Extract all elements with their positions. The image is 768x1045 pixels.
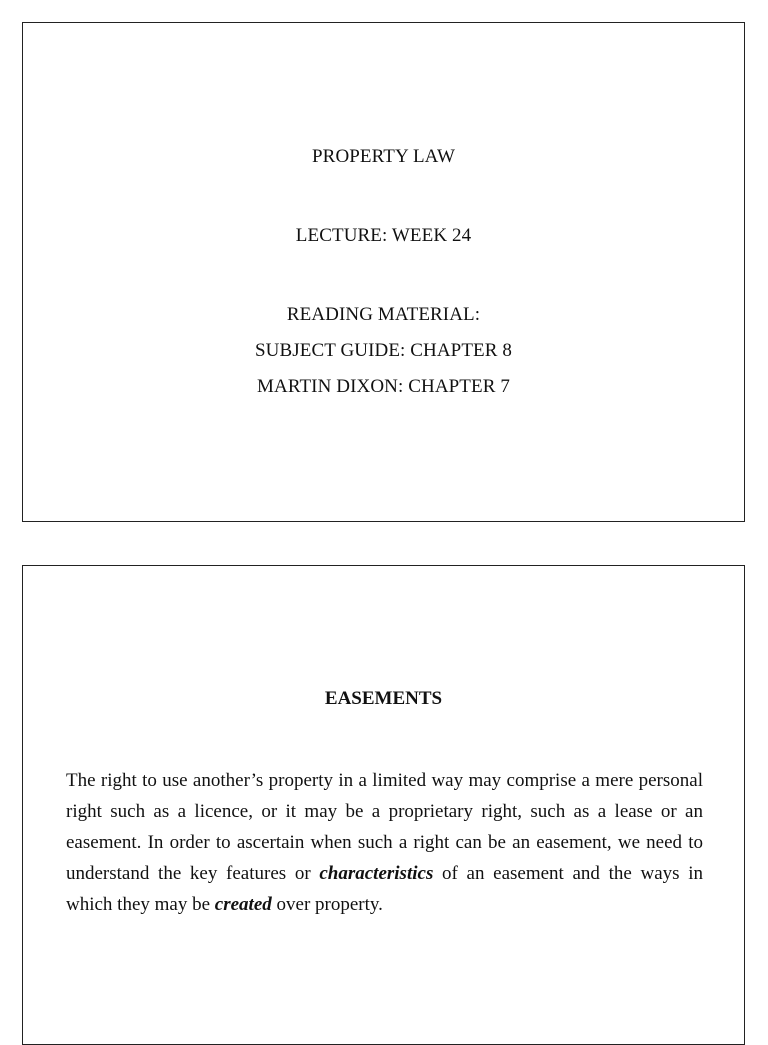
slide-title <box>22 22 745 522</box>
lecture-week: LECTURE: WEEK 24 <box>295 225 472 246</box>
section-heading: EASEMENTS <box>324 688 443 709</box>
paragraph-text-3: over property. <box>271 894 383 915</box>
course-title: PROPERTY LAW <box>312 146 455 167</box>
paragraph-text-1: The right to use another’s property in a limited way may comprise a mere personal right such as a licence, or it may be a proprietary right, such as a lease or an easement. In order to ascertain when such a right can be an easement, we need to understand the key features or <box>66 770 703 884</box>
paragraph-text-2: of an easement and the ways in which they may be <box>66 863 703 915</box>
easement-paragraph <box>66 765 703 920</box>
emphasis-characteristics: characteristics <box>319 863 434 884</box>
slide-easements <box>22 565 745 1045</box>
reading-item-subject-guide: SUBJECT GUIDE: CHAPTER 8 <box>255 340 512 361</box>
reading-heading: READING MATERIAL: <box>286 304 481 325</box>
emphasis-created: created <box>214 894 272 915</box>
reading-item-martin-dixon: MARTIN DIXON: CHAPTER 7 <box>257 376 510 397</box>
